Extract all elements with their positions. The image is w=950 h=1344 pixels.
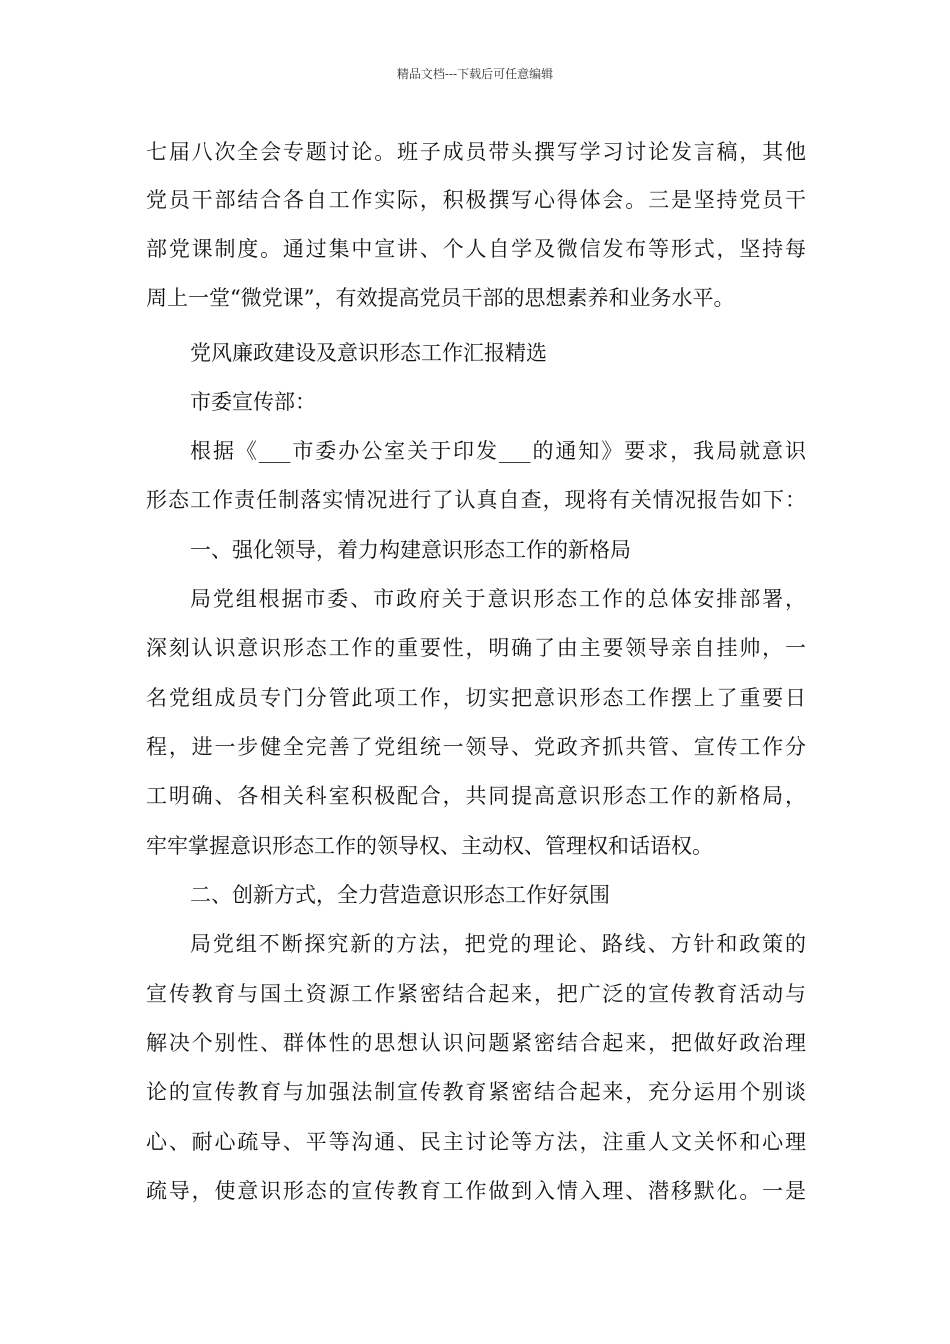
salutation: 市委宣传部：	[190, 390, 316, 414]
text-line: 心、耐心疏导、平等沟通、民主讨论等方法，注重人文关怀和心理	[146, 1130, 806, 1154]
text-line: 深刻认识意识形态工作的重要性，明确了由主要领导亲自挂帅，一	[146, 636, 806, 660]
heading-two: 二、创新方式，全力营造意识形态工作好氛围	[190, 883, 610, 907]
page-header: 精品文档---下载后可任意编辑	[396, 67, 554, 81]
text-line: 形态工作责任制落实情况进行了认真自查，现将有关情况报告如下：	[146, 488, 806, 512]
text-line: 周上一堂“微党课”，有效提高党员干部的思想素养和业务水平。	[146, 286, 735, 310]
text-line: 局党组不断探究新的方法，把党的理论、路线、方针和政策的	[190, 932, 806, 956]
text-line: 程，进一步健全完善了党组统一领导、党政齐抓共管、宣传工作分	[146, 735, 806, 759]
section-title: 党风廉政建设及意识形态工作汇报精选	[190, 341, 547, 365]
heading-one: 一、强化领导，着力构建意识形态工作的新格局	[190, 538, 631, 562]
text-line: 牢牢掌握意识形态工作的领导权、主动权、管理权和话语权。	[146, 834, 713, 858]
text-line: 七届八次全会专题讨论。班子成员带头撰写学习讨论发言稿，其他	[146, 140, 806, 164]
text-line: 部党课制度。通过集中宣讲、个人自学及微信发布等形式，坚持每	[146, 237, 806, 261]
text-line: 党员干部结合各自工作实际，积极撰写心得体会。三是坚持党员干	[146, 188, 806, 212]
text-line: 局党组根据市委、市政府关于意识形态工作的总体安排部署，	[190, 587, 806, 611]
text-line: 工明确、各相关科室积极配合，共同提高意识形态工作的新格局，	[146, 784, 806, 808]
text-line: 解决个别性、群体性的思想认识问题紧密结合起来，把做好政治理	[146, 1031, 806, 1055]
text-line: 名党组成员专门分管此项工作，切实把意识形态工作摆上了重要日	[146, 686, 806, 710]
text-line: 根据《___市委办公室关于印发___的通知》要求，我局就意识	[190, 439, 806, 463]
text-line: 疏导，使意识形态的宣传教育工作做到入情入理、潜移默化。一是	[146, 1179, 806, 1203]
text-line: 论的宣传教育与加强法制宣传教育紧密结合起来，充分运用个别谈	[146, 1080, 806, 1104]
text-line: 宣传教育与国土资源工作紧密结合起来，把广泛的宣传教育活动与	[146, 982, 806, 1006]
